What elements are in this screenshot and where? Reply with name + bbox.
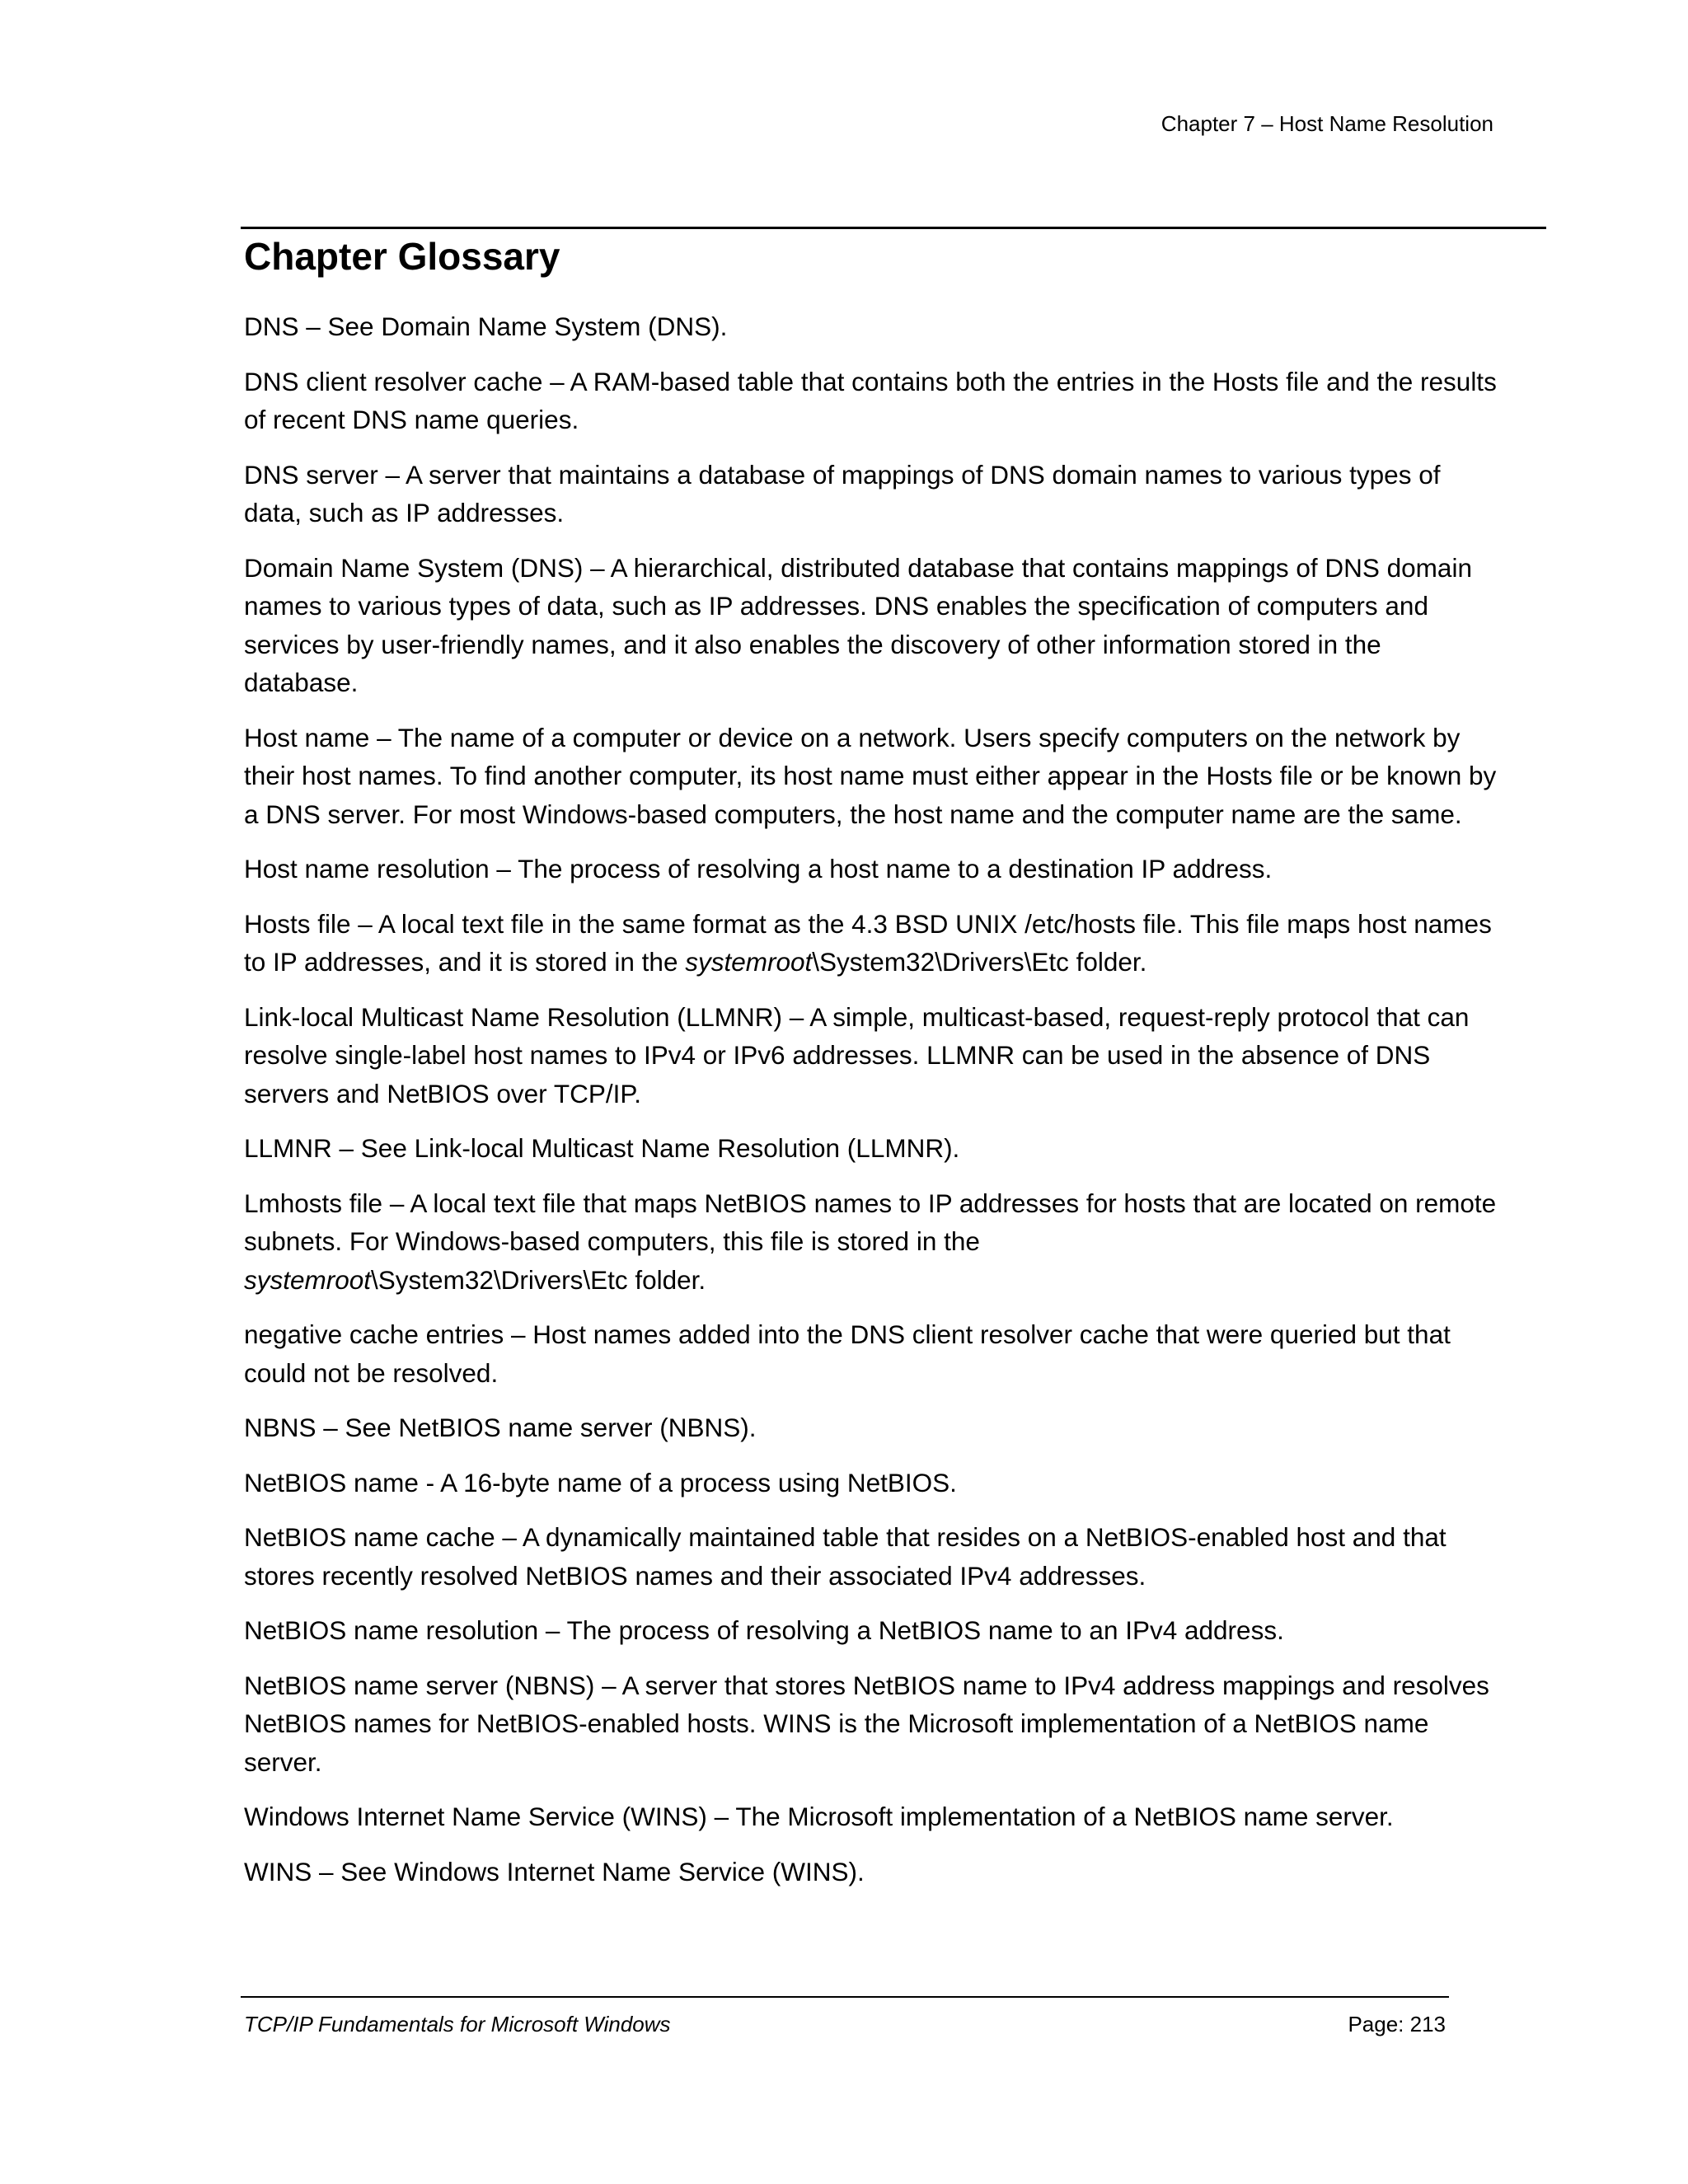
glossary-entry-nbns: NBNS – See NetBIOS name server (NBNS). xyxy=(244,1413,757,1442)
glossary-entry-wins-full: Windows Internet Name Service (WINS) – The Microsoft implementation of a NetBIOS name server. xyxy=(244,1802,1394,1831)
entry-italic-term: systemroot xyxy=(244,1264,372,1295)
glossary-entry-domain-name-system: Domain Name System (DNS) – A hierarchical, distributed database that contains mappings of DNS domain names to various types of data, such as IP addresses. DNS enables the specification of computers and services by user-friendly names, and it also enables the discovery of other information stored in the database. xyxy=(244,552,1472,697)
glossary-entry-lmhosts-file xyxy=(244,1184,1497,1300)
glossary-entry-netbios-name-cache: NetBIOS name cache – A dynamically maintained table that resides on a NetBIOS-enabled host and that stores recently resolved NetBIOS names and their associated IPv4 addresses. xyxy=(244,1522,1447,1591)
footer-rule xyxy=(241,1996,1449,1998)
glossary-entry-dns-server: DNS server – A server that maintains a database of mappings of DNS domain names to various types of data, such as IP addresses. xyxy=(244,459,1441,527)
glossary-entry-dns: DNS – See Domain Name System (DNS). xyxy=(244,312,728,341)
glossary-entry-netbios-name: NetBIOS name - A 16-byte name of a process using NetBIOS. xyxy=(244,1467,957,1497)
chapter-title: Chapter Glossary xyxy=(244,235,560,278)
footer-page-number: Page: 213 xyxy=(1348,2012,1446,2036)
entry-text: Lmhosts file – A local text file that maps NetBIOS names to IP addresses for hosts that are located on remote subnets. For Windows-based computers, this file is stored in the xyxy=(244,1188,1497,1256)
glossary-entry-netbios-name-server: NetBIOS name server (NBNS) – A server that stores NetBIOS name to IPv4 address mappings and resolves NetBIOS names for NetBIOS-enabled hosts. WINS is the Microsoft implementation of a NetBIOS name server. xyxy=(244,1670,1489,1777)
entry-italic-term: systemroot xyxy=(685,947,813,977)
glossary-entry-host-name-resolution: Host name resolution – The process of resolving a host name to a destination IP address. xyxy=(244,854,1273,883)
entry-text: \System32\Drivers\Etc folder. xyxy=(371,1264,706,1295)
glossary-entry-netbios-name-resolution: NetBIOS name resolution – The process of resolving a NetBIOS name to an IPv4 address. xyxy=(244,1615,1284,1645)
glossary-entry-wins: WINS – See Windows Internet Name Service (WINS). xyxy=(244,1856,865,1886)
glossary-entry-negative-cache-entries: negative cache entries – Host names added into the DNS client resolver cache that were queried but that could not be resolved. xyxy=(244,1319,1451,1388)
entry-text: \System32\Drivers\Etc folder. xyxy=(812,947,1147,977)
glossary-list xyxy=(244,307,1497,1907)
glossary-entry-host-name: Host name – The name of a computer or device on a network. Users specify computers on the network by their host names. To find another computer, its host name must either appear in the Hosts file or be known by a DNS server. For most Windows-based computers, the host name and the computer name are the same. xyxy=(244,722,1497,829)
header-rule xyxy=(241,227,1546,229)
glossary-entry-llmnr-full: Link-local Multicast Name Resolution (LLMNR) – A simple, multicast-based, request-reply protocol that can resolve single-label host names to IPv4 or IPv6 addresses. LLMNR can be used in the absence of DNS servers and NetBIOS over TCP/IP. xyxy=(244,1001,1470,1108)
footer-book-title: TCP/IP Fundamentals for Microsoft Windows xyxy=(244,2012,671,2036)
glossary-entry-dns-client-resolver-cache: DNS client resolver cache – A RAM-based table that contains both the entries in the Hosts file and the results of recent DNS name queries. xyxy=(244,366,1497,434)
running-header: Chapter 7 – Host Name Resolution xyxy=(1160,111,1493,136)
entry-text: Hosts file – A local text file in the same format as the 4.3 BSD UNIX /etc/hosts file. This file maps host names to IP addresses, and it is stored in the xyxy=(244,908,1492,977)
glossary-entry-hosts-file xyxy=(244,905,1497,982)
glossary-entry-llmnr: LLMNR – See Link-local Multicast Name Resolution (LLMNR). xyxy=(244,1133,960,1163)
